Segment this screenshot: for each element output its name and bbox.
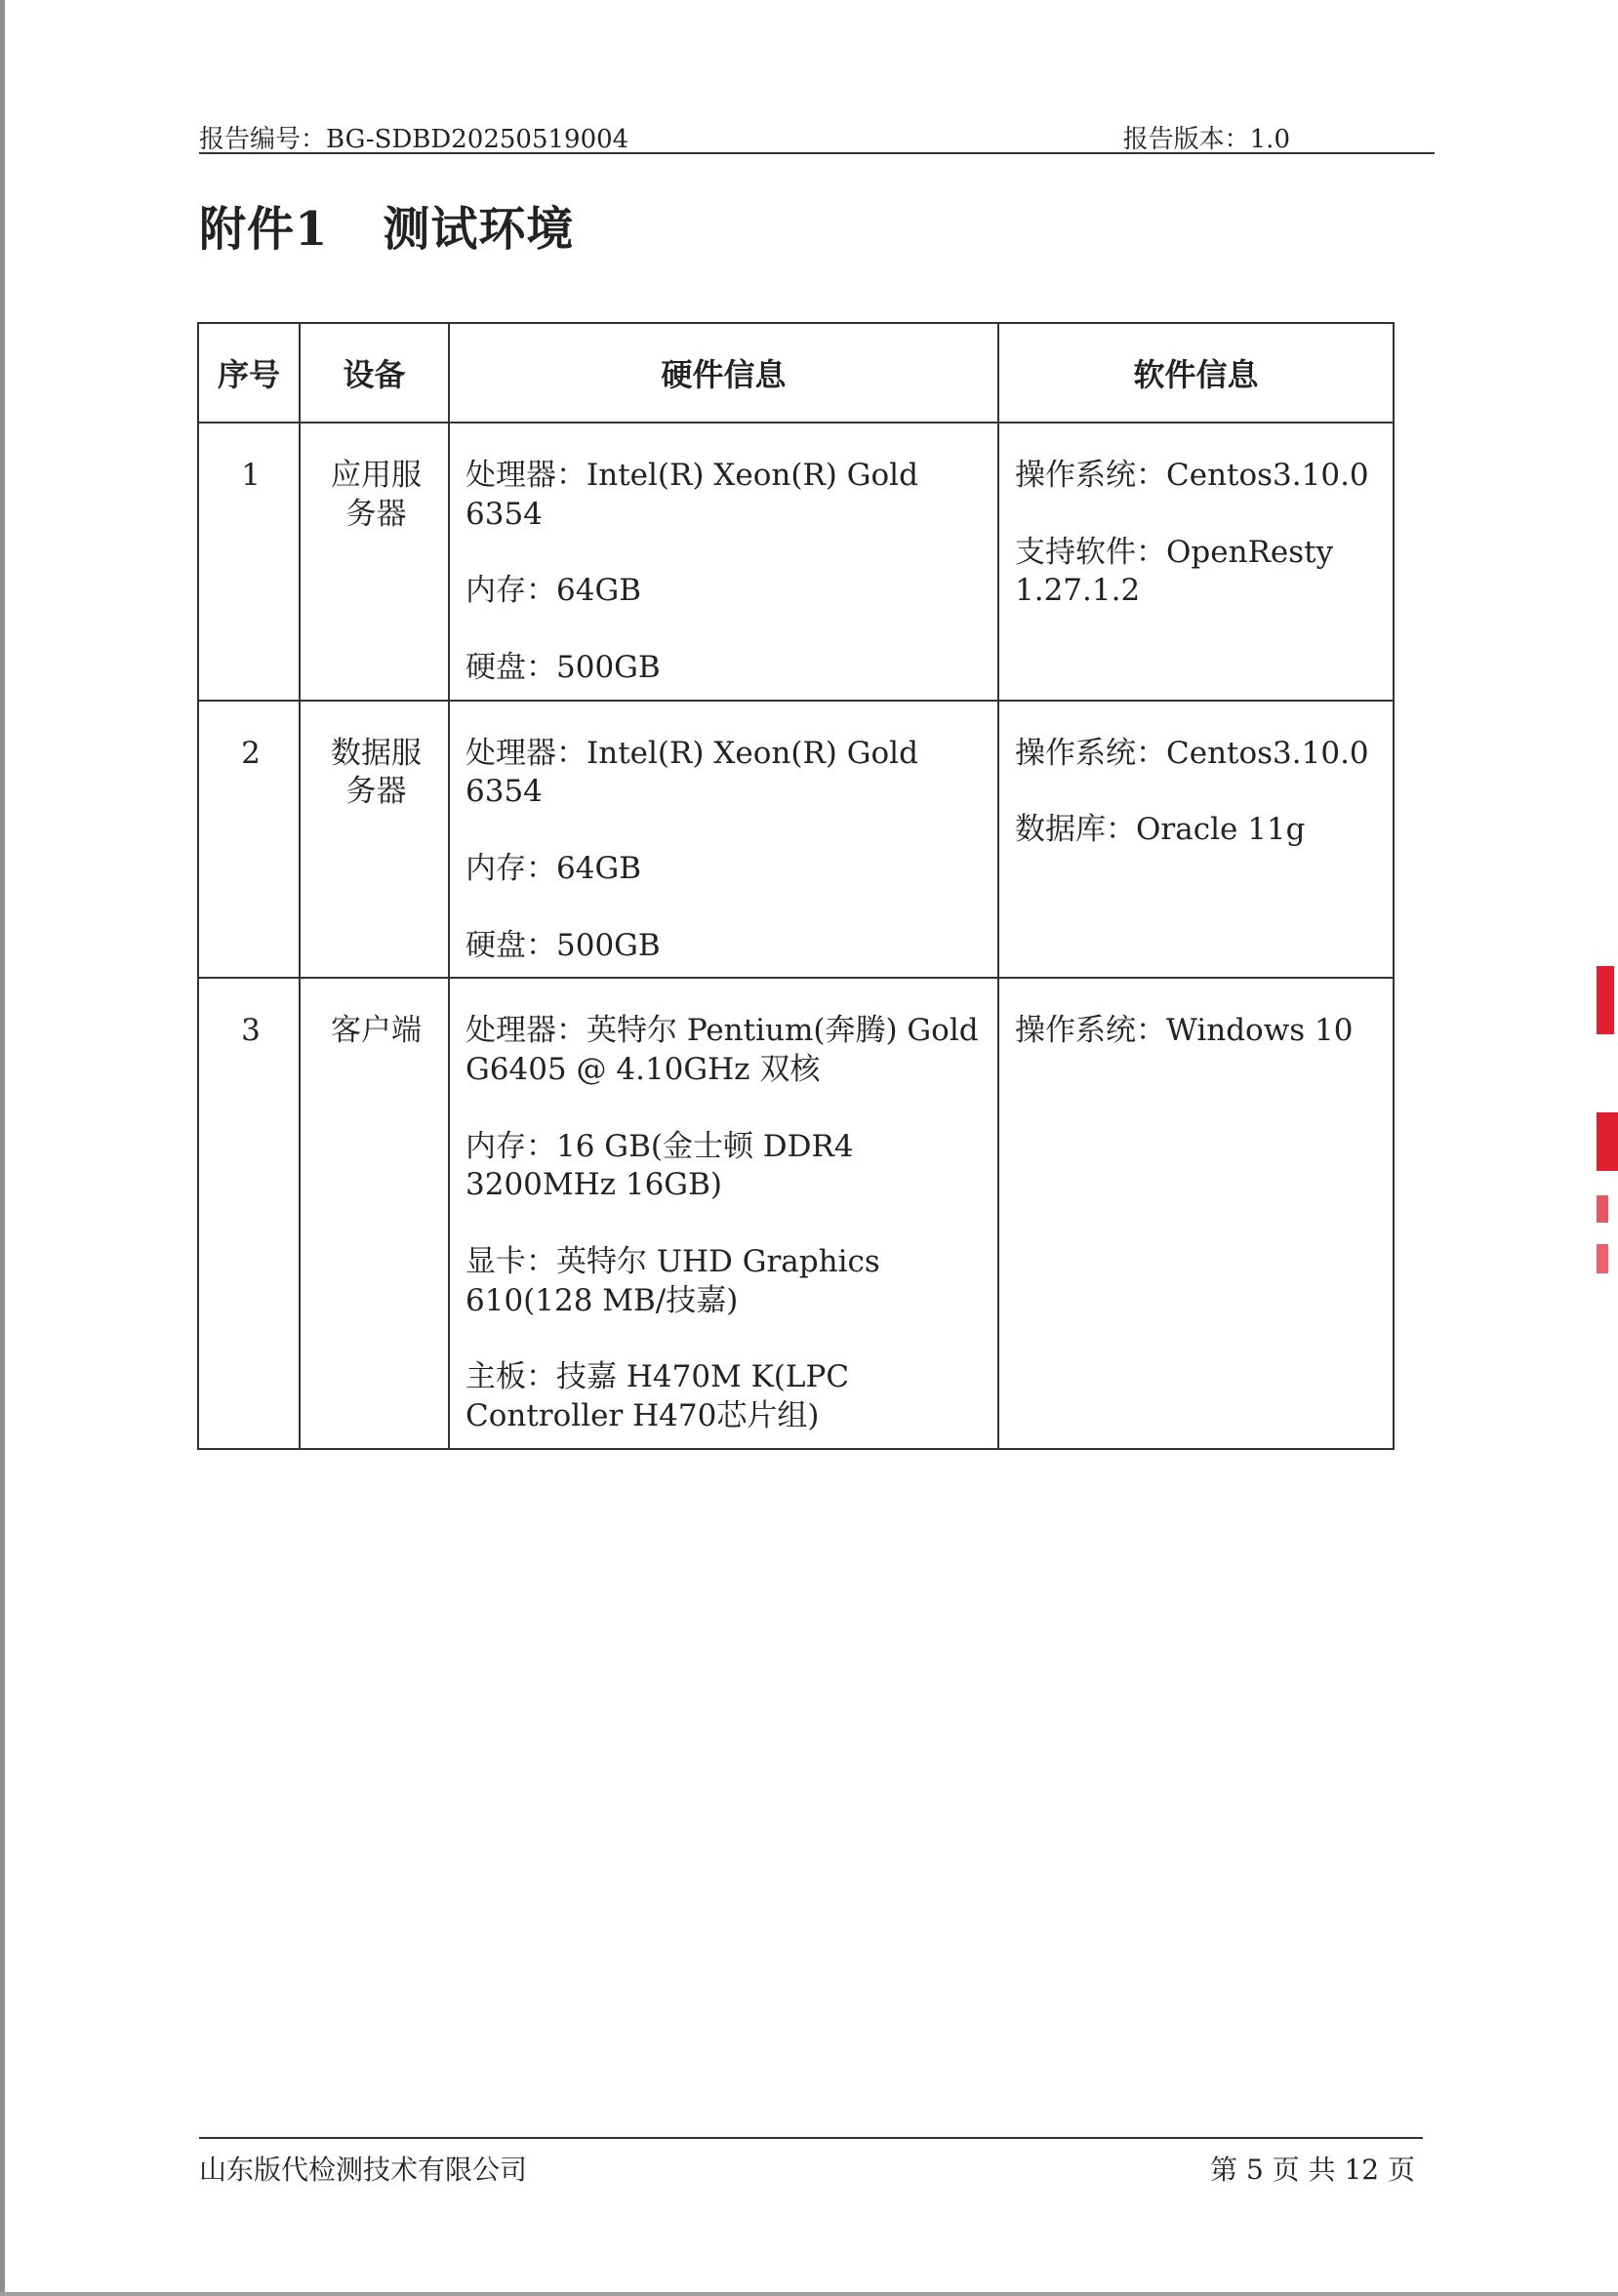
cell-index: 1 [198, 423, 300, 701]
hardware-memory: 内存：64GB [465, 573, 641, 609]
scan-edge-left [0, 0, 5, 2296]
hardware-cpu: 处理器：Intel(R) Xeon(R) Gold 6354 [465, 458, 918, 532]
table-row [198, 423, 1394, 701]
cell-hardware [449, 978, 998, 1448]
report-number: 报告编号：BG-SDBD20250519004 [199, 125, 629, 154]
hardware-motherboard: 主板：技嘉 H470M K(LPC Controller H470芯片组) [465, 1359, 850, 1434]
cell-device: 数据服务器 [300, 701, 449, 979]
cell-device: 应用服务器 [300, 423, 449, 701]
page-header [199, 115, 1435, 154]
cell-hardware [449, 423, 998, 701]
header-device: 设备 [300, 323, 449, 423]
test-environment-table [197, 322, 1395, 1450]
cell-index: 2 [198, 701, 300, 979]
cell-software [998, 423, 1394, 701]
table-header-row [198, 323, 1394, 423]
cell-device: 客户端 [300, 978, 449, 1448]
table-row [198, 978, 1394, 1448]
software-support: 支持软件：OpenResty 1.27.1.2 [1015, 534, 1334, 609]
hardware-disk: 硬盘：500GB [465, 927, 661, 963]
cell-software [998, 701, 1394, 979]
header-index: 序号 [198, 323, 300, 423]
seal-stamp-fragment [1597, 966, 1618, 1278]
hardware-cpu: 处理器：Intel(R) Xeon(R) Gold 6354 [465, 735, 918, 810]
company-name: 山东版代检测技术有限公司 [199, 2154, 528, 2186]
hardware-cpu: 处理器：英特尔 Pentium(奔腾) Gold G6405 @ 4.10GHz 双核 [465, 1013, 979, 1088]
report-version: 报告版本：1.0 [1122, 125, 1290, 154]
hardware-memory: 内存：64GB [465, 851, 641, 887]
table-row [198, 701, 1394, 979]
scan-edge-bottom [0, 2292, 1618, 2296]
software-database: 数据库：Oracle 11g [1015, 812, 1306, 848]
software-os: 操作系统：Windows 10 [1015, 1013, 1354, 1049]
cell-software [998, 978, 1394, 1448]
page-number: 第 5 页 共 12 页 [1210, 2154, 1415, 2186]
header-software: 软件信息 [998, 323, 1394, 423]
appendix-title: 测试环境 [383, 202, 575, 257]
software-os: 操作系统：Centos3.10.0 [1015, 458, 1369, 493]
hardware-memory: 内存：16 GB(金士顿 DDR4 3200MHz 16GB) [465, 1128, 854, 1203]
cell-hardware [449, 701, 998, 979]
appendix-number: 附件1 [199, 202, 329, 257]
page-title [199, 191, 574, 259]
software-os: 操作系统：Centos3.10.0 [1015, 735, 1369, 771]
page-footer [199, 2137, 1423, 2186]
cell-index: 3 [198, 978, 300, 1448]
hardware-disk: 硬盘：500GB [465, 650, 661, 686]
hardware-graphics: 显卡：英特尔 UHD Graphics 610(128 MB/技嘉) [465, 1244, 880, 1318]
header-hardware: 硬件信息 [449, 323, 998, 423]
